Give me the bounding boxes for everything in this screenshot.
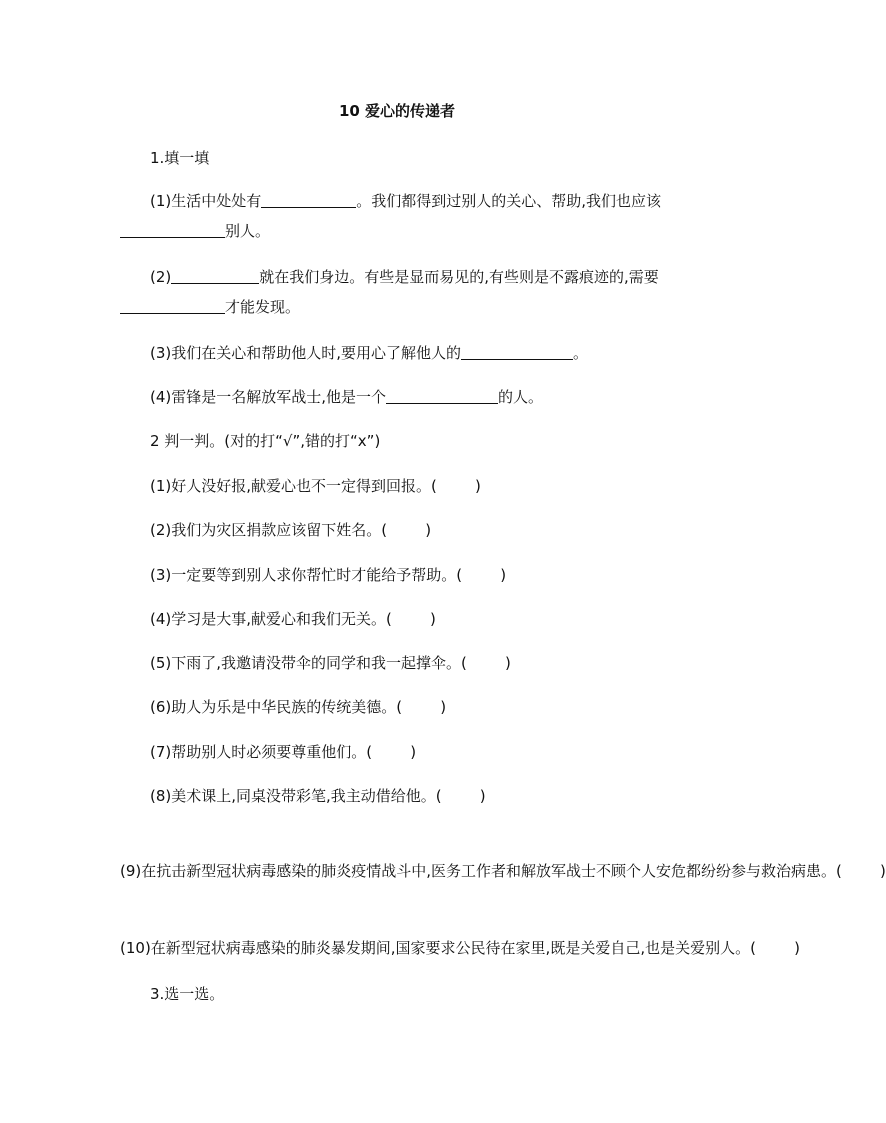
- page-title: 10 爱心的传递者: [338, 102, 456, 120]
- judge-item: (3)一定要等到别人求你帮忙时才能给予帮助。( ): [150, 566, 507, 584]
- blank-5[interactable]: [461, 341, 573, 360]
- blank-3[interactable]: [171, 265, 259, 284]
- judge-item: (4)学习是大事,献爱心和我们无关。( ): [150, 610, 436, 628]
- judge-item: (10)在新型冠状病毒感染的肺炎暴发期间,国家要求公民待在家里,既是关爱自己,也是关爱别人。( ): [120, 939, 800, 957]
- judge-item: (8)美术课上,同桌没带彩笔,我主动借给他。( ): [150, 787, 486, 805]
- blank-4[interactable]: [120, 295, 225, 314]
- judge-item: (1)好人没好报,献爱心也不一定得到回报。( ): [150, 477, 481, 495]
- fill-question-3: (3)我们在关心和帮助他人时,要用心了解他人的 。: [120, 338, 676, 368]
- fill-question-2: (2) 就在我们身边。有些是显而易见的,有些则是不露痕迹的,需要才能发现。: [120, 262, 676, 322]
- blank-6[interactable]: [386, 385, 498, 404]
- section2-heading: 2 判一判。(对的打“√”,错的打“x”): [150, 432, 381, 450]
- fill-question-4: (4)雷锋是一名解放军战士,他是一个 的人。: [120, 382, 676, 412]
- judge-item: (9)在抗击新型冠状病毒感染的肺炎疫情战斗中,医务工作者和解放军战士不顾个人安危都纷纷参与救治病患。( ): [120, 862, 886, 880]
- blank-1[interactable]: [261, 189, 356, 208]
- judge-item: (5)下雨了,我邀请没带伞的同学和我一起撑伞。( ): [150, 654, 511, 672]
- judge-item: (2)我们为灾区捐款应该留下姓名。( ): [150, 521, 432, 539]
- judge-item: (6)助人为乐是中华民族的传统美德。( ): [150, 698, 447, 716]
- judge-item: (7)帮助别人时必须要尊重他们。( ): [150, 743, 417, 761]
- blank-2[interactable]: [120, 219, 225, 238]
- section3-heading: 3.选一选。: [150, 985, 225, 1003]
- section1-heading: 1.填一填: [150, 149, 210, 167]
- fill-question-1: (1)生活中处处有 。我们都得到过别人的关心、帮助,我们也应该别人。: [120, 186, 676, 246]
